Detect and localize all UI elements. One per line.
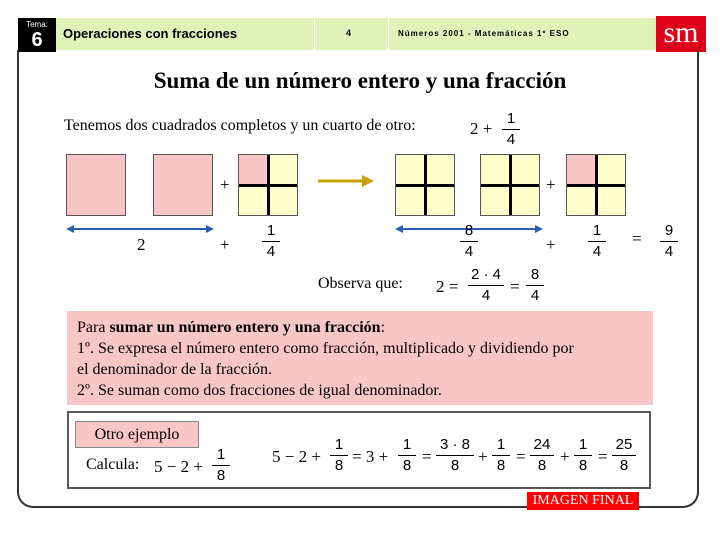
frac-num: 2 · 4 bbox=[470, 266, 501, 283]
sol-term: = 3 + bbox=[352, 447, 389, 466]
observa-expression bbox=[436, 266, 546, 308]
page-number: 4 bbox=[346, 28, 352, 38]
whole-square-2 bbox=[153, 154, 213, 216]
rule-line-2: 1º. Se expresa el número entero como fracción, multiplicado y dividiendo por bbox=[77, 340, 574, 357]
tema-label: Tema: bbox=[26, 20, 48, 29]
sol-fraction: 1 8 bbox=[574, 436, 592, 475]
rule-line-1: Para sumar un número entero y una fracción: bbox=[77, 319, 386, 336]
observa-eq: = bbox=[510, 277, 520, 296]
intro-whole: 2 + bbox=[470, 119, 493, 138]
plus-sign-2: + bbox=[546, 175, 556, 194]
page-title: Suma de un número entero y una fracción bbox=[153, 68, 567, 93]
calcula-lhs: 5 − 2 + bbox=[154, 457, 203, 476]
frac-num: 1 bbox=[266, 222, 276, 239]
sol-fraction: 1 8 bbox=[330, 436, 348, 475]
value-two: 2 bbox=[137, 235, 146, 254]
imagen-final-button[interactable]: IMAGEN FINAL bbox=[527, 492, 639, 510]
header-band-page bbox=[314, 18, 389, 50]
observa-fraction-1 bbox=[468, 266, 504, 305]
transform-arrow bbox=[318, 174, 374, 188]
sol-term: + bbox=[478, 447, 488, 466]
whole-square-1 bbox=[66, 154, 126, 216]
frac-den: 4 bbox=[464, 243, 474, 260]
frac-den: 4 bbox=[481, 287, 491, 304]
rule-line-4: 2º. Se suman como dos fracciones de igual denominador. bbox=[77, 382, 442, 399]
otro-ejemplo-button[interactable]: Otro ejemplo bbox=[75, 421, 199, 448]
calcula-fraction bbox=[212, 446, 230, 485]
frac-den: 4 bbox=[266, 243, 276, 260]
sol-term: = bbox=[422, 447, 432, 466]
intro-fraction bbox=[502, 110, 520, 149]
plus-sign-3: + bbox=[220, 235, 230, 254]
quarter-shaded-part bbox=[239, 155, 267, 184]
quartered-square-2 bbox=[480, 154, 540, 216]
span-arrow-left bbox=[66, 224, 214, 234]
calcula-label: Calcula: bbox=[86, 456, 140, 473]
frac-den: 4 bbox=[664, 243, 674, 260]
tema-badge bbox=[18, 18, 56, 52]
quartered-square-3 bbox=[566, 154, 626, 216]
calcula-expression bbox=[154, 446, 234, 488]
sol-fraction: 25 8 bbox=[612, 436, 636, 475]
frac-den: 4 bbox=[592, 243, 602, 260]
sm-logo: sm bbox=[656, 16, 706, 52]
solution-expression bbox=[272, 436, 642, 480]
quartered-square-1 bbox=[395, 154, 455, 216]
sol-fraction: 1 8 bbox=[492, 436, 510, 475]
plus-sign-4: + bbox=[546, 235, 556, 254]
frac-den: 8 bbox=[216, 467, 226, 484]
sol-term: = bbox=[516, 447, 526, 466]
frac-num: 1 bbox=[592, 222, 602, 239]
plus-sign-1: + bbox=[220, 175, 230, 194]
frac-num: 8 bbox=[530, 266, 540, 283]
rule-text bbox=[77, 317, 647, 401]
observa-label: Observa que: bbox=[318, 275, 403, 292]
sol-fraction: 3 · 8 8 bbox=[436, 436, 474, 475]
sol-fraction: 24 8 bbox=[530, 436, 554, 475]
sol-term: + bbox=[560, 447, 570, 466]
sol-term: 5 − 2 + bbox=[272, 447, 321, 466]
rule-line-3: el denominador de la fracción. bbox=[77, 361, 273, 378]
frac-den: 4 bbox=[530, 287, 540, 304]
intro-frac-num: 1 bbox=[506, 110, 516, 127]
fraction-9-4 bbox=[660, 222, 678, 261]
observa-fraction-2 bbox=[526, 266, 544, 305]
equals-sign: = bbox=[632, 229, 642, 248]
quarter-square bbox=[238, 154, 298, 216]
unit-title: Operaciones con fracciones bbox=[63, 26, 238, 41]
series-title: Números 2001 - Matemáticas 1º ESO bbox=[398, 29, 570, 38]
frac-num: 8 bbox=[464, 222, 474, 239]
frac-num: 9 bbox=[664, 222, 674, 239]
tema-number: 6 bbox=[31, 29, 43, 51]
fraction-1-4-b bbox=[588, 222, 606, 261]
intro-text: Tenemos dos cuadrados completos y un cuarto de otro: bbox=[64, 117, 416, 134]
sol-fraction: 1 8 bbox=[398, 436, 416, 475]
fraction-1-4 bbox=[262, 222, 280, 261]
fraction-8-4 bbox=[460, 222, 478, 261]
frac-num: 1 bbox=[216, 446, 226, 463]
sol-term: = bbox=[598, 447, 608, 466]
observa-lhs: 2 = bbox=[436, 277, 459, 296]
intro-frac-den: 4 bbox=[506, 131, 516, 148]
